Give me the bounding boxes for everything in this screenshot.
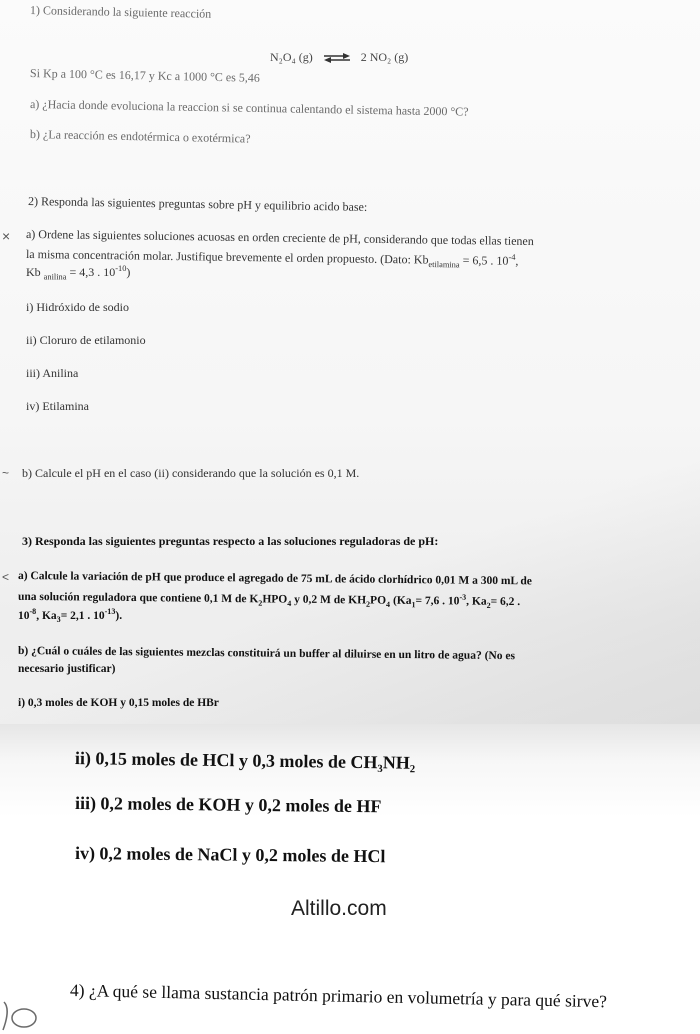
ka1-exp: -3	[459, 592, 467, 602]
q3-a-line1: a) Calcule la variación de pH que produce el agregado de 75 mL de ácido clorhídrico 0,01 M a 300 mL de	[17, 570, 532, 588]
equilibrium-arrows-icon	[322, 52, 352, 64]
ka2-base: 10	[18, 609, 30, 622]
margin-x-mark-icon: ×	[2, 228, 11, 244]
q3-a-line2-mid: HPO	[262, 593, 288, 606]
q4-question: 4) ¿A qué se llama sustancia patrón primario en volumetría y para qué sirve?	[69, 980, 608, 1012]
q3-item-4: iv) 0,2 moles de NaCl y 0,2 moles de HCl	[74, 843, 386, 867]
q3-a-line2-mid3: PO	[370, 594, 387, 607]
q3-b-line1: b) ¿Cuál o cuáles de las siguientes mezclas constituirá un buffer al diluirse en un litro de agua? (No es	[17, 645, 516, 663]
q3-a-line2-mid2: y 0,2 M de KH	[291, 593, 367, 607]
ka2-exp: -8	[29, 607, 37, 616]
reaction-product: 2 NO₂ (g)	[360, 50, 409, 64]
kb-etilamina-sub: etilamina	[428, 260, 460, 270]
q2-a-line2-text: la misma concentración molar. Justifique brevemente el orden propuesto. (Dato: Kb	[25, 247, 429, 267]
kb-anilina-sub: anilina	[43, 272, 67, 282]
q3-intro: 3) Responda las siguientes preguntas respecto a las soluciones reguladoras de pH:	[22, 534, 439, 548]
q2-part-b: b) Calcule el pH en el caso (ii) considerando que la solución es 0,1 M.	[22, 466, 360, 480]
ka1-value: = 7,6 . 10	[415, 594, 460, 608]
q1-part-b: b) ¿La reacción es endotérmica o exotérmica?	[29, 127, 251, 146]
kb-anilina-exp: -10	[115, 264, 127, 273]
ka3-exp: -13	[104, 607, 116, 616]
margin-arrow-mark-icon: <	[2, 570, 10, 584]
q3-a-line2-post: (Ka	[390, 594, 412, 607]
q3-a-line3: $10^{-8}$, $Ka_3= 2,1$ . $10^{-13}$).	[18, 607, 123, 625]
margin-dash-mark-icon: ~	[2, 466, 10, 480]
ka2-value: = 6,2 .	[490, 595, 521, 609]
ka2-label: , Ka	[466, 595, 487, 608]
kb-etilamina-exp: -4	[508, 252, 516, 262]
kb-label: Kb	[26, 265, 41, 279]
ka3-value: = 2,1 . 10	[60, 609, 105, 622]
q3-item-3: iii) 0,2 moles de KOH y 0,2 moles de HF	[74, 793, 382, 817]
reaction-reactant: N₂O₄ (g)	[270, 50, 313, 64]
watermark-text: Altillo.com	[291, 897, 387, 920]
q1-given: Si Kp a 100 °C es 16,17 y Kc a 1000 °C es 5,46	[29, 66, 261, 85]
q2-a-line2: la misma concentración molar. Justifique brevemente el orden propuesto. (Dato: $Kb_{etilamina} = 6,5$ . $10^{-4}$,	[25, 247, 519, 270]
q3-a-line3-end: ).	[115, 609, 123, 622]
q3-item-1: i) 0,3 moles de KOH y 0,15 moles de HBr	[18, 697, 219, 709]
q2-item-3: iii) Anilina	[26, 366, 79, 380]
q2-item-4: iv) Etilamina	[26, 399, 89, 413]
q3-item-2: ii) 0,15 moles de HCl y 0,3 moles de CH₃NH₂	[74, 748, 416, 773]
q2-item-1: i) Hidróxido de sodio	[26, 300, 129, 314]
q1-reaction	[270, 50, 408, 65]
q3-b-line2: necesario justificar)	[18, 663, 116, 675]
q2-a-line3: Kb $_{anilina}$ = 4,3 . $10^{-10}$)	[26, 264, 131, 282]
q2-item-2: ii) Cloruro de etilamonio	[26, 333, 146, 347]
kb-anilina-value: = 4,3 . 10	[69, 265, 116, 279]
ka3-label: , Ka	[36, 609, 57, 622]
kb-etilamina-value: = 6,5 . 10	[462, 253, 509, 268]
q1-intro: 1) Considerando la siguiente reacción	[29, 3, 212, 21]
q1-part-a: a) ¿Hacia donde evoluciona la reaccion si se continua calentando el sistema hasta 2000 °C?	[29, 97, 469, 119]
q3-a-line2-pre: una solución reguladora que contiene 0,1 M de K	[17, 590, 259, 606]
handwritten-mark-icon	[0, 996, 40, 1034]
q2-a-line1: a) Ordene las siguientes soluciones acuosas en orden creciente de pH, considerando que todas ellas tienen	[25, 227, 534, 249]
q3-a-line2: una solución reguladora que contiene 0,1 M de $K_2HPO_4$ y 0,2 M de $KH_2PO_4$ ($Ka_1= 7,6$ . $10^{-3}$, $Ka_2= 6,2$ .	[17, 590, 521, 611]
q2-intro: 2) Responda las siguientes preguntas sobre pH y equilibrio acido base:	[27, 194, 368, 214]
